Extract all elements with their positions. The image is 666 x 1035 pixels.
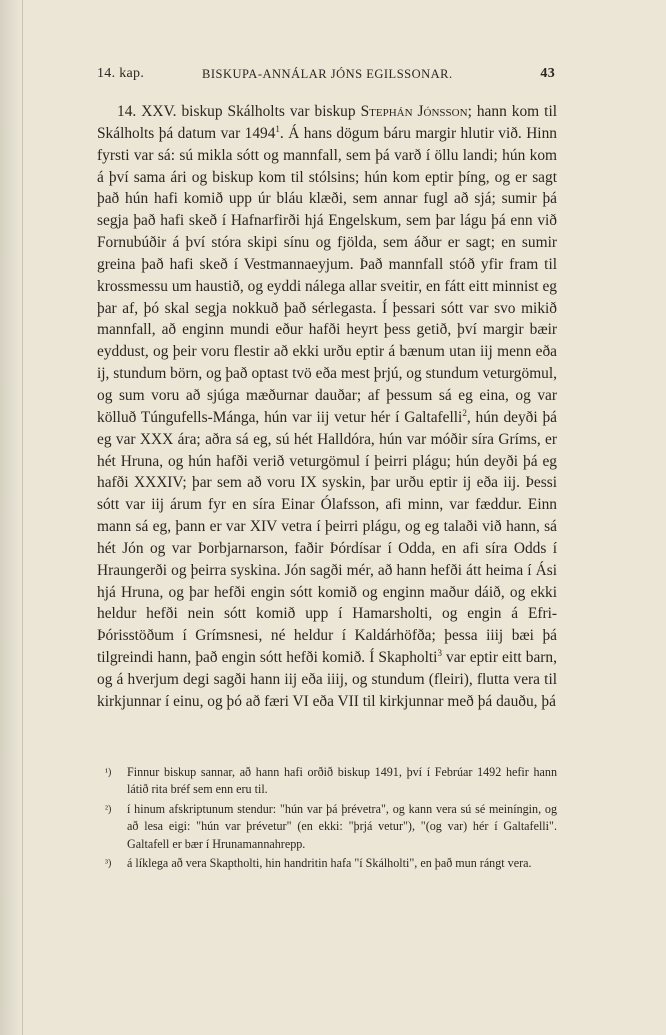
bishop-name: Stephán Jónsson — [360, 103, 468, 120]
footnote-mark: ³) — [105, 858, 112, 870]
running-header — [97, 66, 555, 88]
footnote-text: á líklega að vera Skaptholti, hin handritin hafa "í Skálholti", en það mun rángt vera. — [127, 856, 532, 871]
text-run: var eptir eitt barn, og á hverjum degi sagði hann iij eða iiij, og stundum (fleiri), flutta vera til kirkjunnar í einu, og þó að færi VI eða VII til kirkjunnar með þá dauðu, þá — [97, 649, 557, 710]
footnote-ref-2: 2 — [462, 407, 467, 418]
page-number: 43 — [540, 66, 555, 81]
footnotes — [97, 764, 557, 874]
footnote — [97, 801, 557, 853]
paragraph — [97, 101, 557, 713]
footnote-mark: ¹) — [105, 767, 112, 778]
footnote-text: Finnur biskup sannar, að hann hafi orðið biskup 1491, því í Febrúar 1492 hefir hann látið rita bréf sem enn eru til. — [127, 765, 557, 797]
page-gutter — [0, 0, 23, 1035]
running-title: BISKUPA-ANNÁLAR JÓNS EGILSSONAR. — [202, 67, 453, 81]
footnote-ref-3: 3 — [437, 647, 442, 658]
footnote-divider — [97, 760, 557, 761]
text-run: , hún deyði þá eg var XXX ára; aðra sá eg, sú hét Halldóra, hún var móðir síra Gríms, er hét Hruna, og hún hafði verið veturgömul í þeirri plágu; hún deyði þá eg hafði XXXIV; þar sem að voru IX syskin, þar urðu eptir ij eða iij. Þessi sótt var iij árum fyr en síra Einar Ólafsson, afi minn, var fæddur. Einn mann sá eg, þann er var XIV vetra í þeirri plágu, og eg talaði við hann, sá hét Jón og var Þorbjarnarson, faðir Þórdísar í Odda, en afi síra Odds í Hraungerði og þeirra syskina. Jón sagði mér, að hann hefði átt heima í Ási hjá Hruna, og þar hefði engin sótt komið og enginn maður dáið, og ekki heldur hefði nein sótt komið upp í Hamarsholti, og engin á Efri-Þórisstöðum í Grímsnesi, né heldur í Kaldárhöfða; þessa iiij bæi þá tilgreindi hann, það engin sótt hefði komið. Í Skapholti — [97, 408, 557, 667]
footnote-mark: ²) — [105, 803, 112, 815]
text-run: 14. XXV. biskup Skálholts var biskup — [117, 103, 361, 120]
text-run: . Á hans dögum báru margir hlutir við. Hinn fyrsti var sá: sú mikla sótt og mannfall, sem þá varð í öllu landi; hún kom á því sama ári og biskup kom til stólsins; hún kom eptir þíng, og er sagt það hún hafi komið upp úr bláu klæði, sem annar fugl að sjá; sumir þá segja það hafi skeð í Hafnarfirði hjá Engelskum, sem þar lágu þá enn við Fornubúðir á því stóra skipi sínu og fjölda, sem áður er sagt; en sumir greina það hafi skeð í Vestmannaeyjum. Það mannfall stóð yfir fram til krossmessu um haustið, og eyddi nálega allar sveitir, en fátt eitt minnist eg þar af, þó skal segja nokkuð það sérlegasta. Í þessari sótt var svo mikið mannfall, að enginn mundi eður hafði heyrt þess getið, því margir bæir eyddust, og þeir voru flestir að ekki urðu eptir á bænum utan iij menn eða ij, stundum börn, og það optast tvö eða mest þrjú, og stundum veturgömul, og sum voru að sjúga mæðurnar dauðar; af þessum sá eg eina, og var kölluð Túngufells-Mánga, hún var iij vetur hér í Galtafelli — [97, 124, 557, 426]
chapter-label: 14. kap. — [97, 66, 145, 81]
footnote — [97, 764, 557, 799]
text-run: ; hann kom til Skálholts þá datum var 1494 — [97, 103, 557, 142]
footnote-ref-1: 1 — [275, 123, 280, 134]
footnote — [97, 855, 557, 872]
footnote-text: í hinum afskriptunum stendur: "hún var þá þrévetra", og kann vera sú sé meiníngin, og að lesa eigi: "hún var þrévetur" (en ekki: "þrjá vetur"), "(og var) hér í Galtafelli". Galtafell er bær í Hrunamannahrepp. — [127, 801, 557, 851]
main-text — [97, 101, 557, 713]
